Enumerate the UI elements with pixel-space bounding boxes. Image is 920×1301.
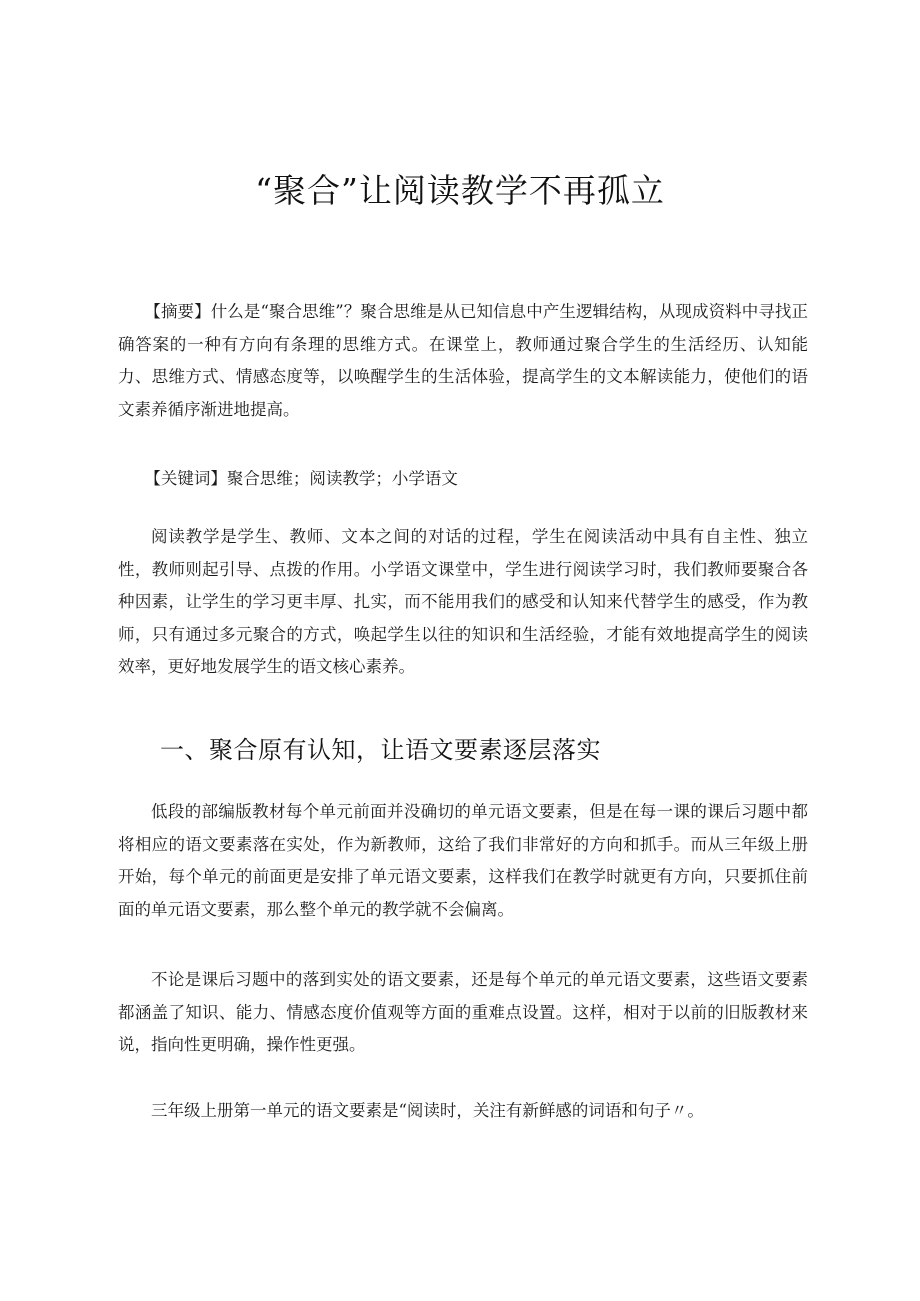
section-paragraph-1: 低段的部编版教材每个单元前面并没确切的单元语文要素，但是在每一课的课后习题中都将相应的语文要素落在实处，作为新教师，这给了我们非常好的方向和抓手。而从三年级上册开始，每个单元的前面更是安排了单元语文要素，这样我们在教学时就更有方向，只要抓住前面的单元语文要素，那么整个单元的教学就不会偏离。 xyxy=(118,802,808,919)
section-heading: 一、聚合原有认知，让语文要素逐层落实 xyxy=(160,736,601,764)
keywords-text: 聚合思维；阅读教学；小学语文 xyxy=(226,469,458,488)
intro-paragraph: 阅读教学是学生、教师、文本之间的对话的过程，学生在阅读活动中具有自主性、独立性，教师则起引导、点拨的作用。小学语文课堂中，学生进行阅读学习时，我们教师要聚合各种因素，让学生的学习更丰厚、扎实，而不能用我们的感受和认知来代替学生的感受，作为教师，只有通过多元聚合的方式，唤起学生以往的知识和生活经验，才能有效地提高学生的阅读效率，更好地发展学生的语文核心素养。 xyxy=(118,527,808,676)
abstract-label: 【摘要】 xyxy=(144,302,211,321)
keywords-label: 【关键词】 xyxy=(144,469,227,488)
keywords-paragraph xyxy=(118,463,808,496)
abstract-paragraph xyxy=(118,296,808,426)
abstract-text: 什么是“聚合思维”？聚合思维是从已知信息中产生逻辑结构，从现成资料中寻找正确答案的一种有方向有条理的思维方式。在课堂上，教师通过聚合学生的生活经历、认知能力、思维方式、情感态度等，以唤醒学生的生活体验，提高学生的文本解读能力，使他们的语文素养循序渐进地提高。 xyxy=(118,302,809,419)
section-paragraph-2: 不论是课后习题中的落到实处的语文要素，还是每个单元的单元语文要素，这些语文要素都涵盖了知识、能力、情感态度价值观等方面的重难点设置。这样，相对于以前的旧版教材来说，指向性更明确，操作性更强。 xyxy=(118,970,808,1054)
document-title: “聚合”让阅读教学不再孤立 xyxy=(255,171,665,210)
section-paragraph-3: 三年级上册第一单元的语文要素是“阅读时，关注有新鲜感的词语和句子〃。 xyxy=(151,1101,704,1120)
